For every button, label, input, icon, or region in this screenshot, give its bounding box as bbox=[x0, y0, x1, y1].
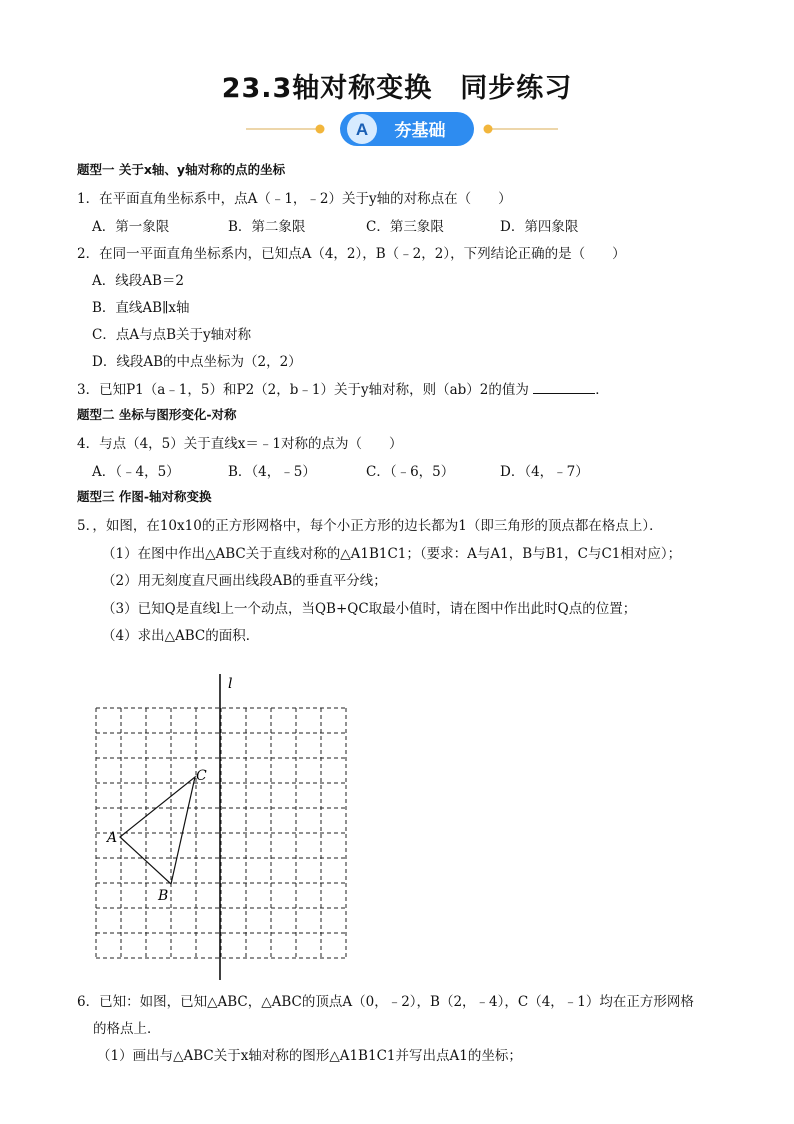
q4-option-c: C．（﹣6，5） bbox=[366, 464, 455, 480]
section-banner bbox=[236, 108, 566, 150]
banner-left-dot bbox=[316, 125, 325, 134]
q4-option-d: D．（4，﹣7） bbox=[500, 464, 589, 480]
question-5-stem: 5．，如图，在10x10的正方形网格中，每个小正方形的边长都为1（即三角形的顶点都在格点上）． bbox=[77, 518, 663, 534]
q5-part-4: （4）求出△ABC的面积． bbox=[102, 628, 260, 644]
q2-option-c: C．点A与点B关于y轴对称 bbox=[92, 327, 252, 343]
q4-option-b: B．（4，﹣5） bbox=[228, 464, 316, 480]
answer-blank bbox=[533, 381, 595, 394]
q5-part-3: （3）已知Q是直线l上一个动点，当QB+QC取最小值时，请在图中作出此时Q点的位置； bbox=[102, 601, 637, 617]
q1-option-c: C．第三象限 bbox=[366, 219, 444, 235]
question-1-stem: 1．在平面直角坐标系中，点A（﹣1，﹣2）关于y轴的对称点在（ ） bbox=[77, 191, 512, 207]
section-heading-1: 题型一 关于x轴、y轴对称的点的坐标 bbox=[77, 162, 286, 177]
section-heading-2: 题型二 坐标与图形变化-对称 bbox=[77, 407, 237, 422]
question-6-line-2: 的格点上． bbox=[93, 1021, 161, 1037]
triangle-abc bbox=[120, 777, 195, 884]
q5-part-1: （1）在图中作出△ABC关于直线对称的△A1B1C1；（要求：A与A1，B与B1，C与C1相对应）； bbox=[102, 546, 682, 562]
q2-option-a: A．线段AB＝2 bbox=[92, 273, 185, 289]
question-3: 3．已知P1（a﹣1，5）和P2（2，b﹣1）关于y轴对称，则（ab）2的值为 ． bbox=[77, 382, 609, 398]
q1-option-a: A．第一象限 bbox=[92, 219, 170, 235]
q2-option-d: D．线段AB的中点坐标为（2，2） bbox=[92, 354, 302, 370]
q2-option-b: B．直线AB∥x轴 bbox=[92, 300, 190, 316]
q4-option-a: A．（﹣4，5） bbox=[92, 464, 180, 480]
question-6-line-1: 6．已知：如图，已知△ABC，△ABC的顶点A（0，﹣2），B（2，﹣4），C（4，﹣1）均在正方形网格 bbox=[77, 994, 694, 1010]
point-label-c: C bbox=[196, 768, 207, 784]
banner-right-dot bbox=[484, 125, 493, 134]
q5-part-2: （2）用无刻度直尺画出线段AB的垂直平分线； bbox=[102, 573, 387, 589]
section-heading-3: 题型三 作图-轴对称变换 bbox=[77, 489, 212, 504]
point-label-b: B bbox=[158, 888, 169, 904]
point-label-a: A bbox=[107, 830, 118, 846]
q1-option-d: D．第四象限 bbox=[500, 219, 579, 235]
page-title: 23.3轴对称变换 同步练习 bbox=[221, 73, 573, 104]
q6-part-1: （1）画出与△ABC关于x轴对称的图形△A1B1C1并写出点A1的坐标； bbox=[97, 1048, 522, 1064]
question-3-stem: 3．已知P1（a﹣1，5）和P2（2，b﹣1）关于y轴对称，则（ab）2的值为 bbox=[77, 382, 529, 398]
line-label-l: l bbox=[228, 676, 233, 692]
grid-lines bbox=[96, 708, 346, 958]
question-4-stem: 4．与点（4，5）关于直线x＝﹣1对称的点为（ ） bbox=[77, 436, 403, 452]
grid-figure bbox=[88, 670, 358, 982]
banner-letter: A bbox=[355, 120, 369, 139]
q1-option-b: B．第二象限 bbox=[228, 219, 306, 235]
banner-text: 夯基础 bbox=[394, 121, 446, 141]
question-2-stem: 2．在同一平面直角坐标系内，已知点A（4，2），B（﹣2，2），下列结论正确的是（ ） bbox=[77, 246, 626, 262]
